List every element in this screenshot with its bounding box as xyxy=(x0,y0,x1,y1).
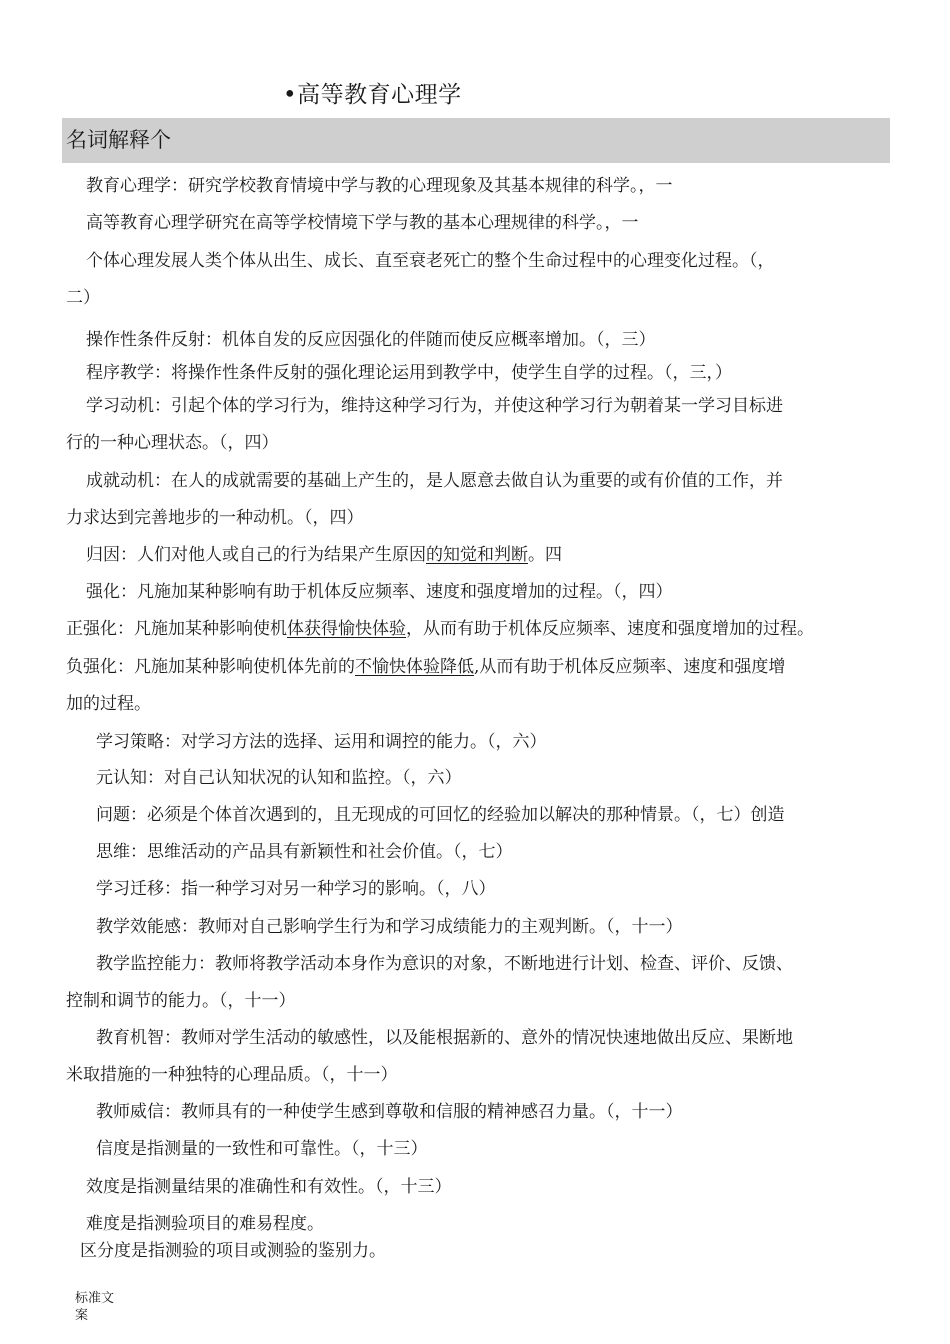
definition-line: 区分度是指测验的项目或测验的鉴别力。 xyxy=(80,1241,386,1261)
definition-line: 难度是指测验项目的难易程度。 xyxy=(86,1214,324,1234)
definition-line: 教育机智：教师对学生活动的敏感性，以及能根据新的、意外的情况快速地做出反应、果断地 xyxy=(96,1028,793,1048)
definition-line: 学习迁移：指一种学习对另一种学习的影响。（，八） xyxy=(96,879,496,899)
line-segment: 。四 xyxy=(528,545,562,565)
definition-line: 个体心理发展人类个体从出生、成长、直至衰老死亡的整个生命过程中的心理变化过程。（， xyxy=(86,251,775,271)
definition-line: 教育心理学：研究学校教育情境中学与教的心理现象及其基本规律的科学。，一 xyxy=(86,176,673,196)
definition-line: 力求达到完善地步的一种动机。（，四） xyxy=(66,508,364,528)
underlined-phrase: 体获得愉快体验 xyxy=(287,619,406,639)
definition-line xyxy=(66,656,785,678)
definition-line: 操作性条件反射：机体自发的反应因强化的伴随而使反应概率增加。（，三） xyxy=(86,330,656,350)
underlined-phrase: 的知觉和判断 xyxy=(426,545,528,565)
line-segment: 归因：人们对他人或自己的行为结果产生原因 xyxy=(86,545,426,565)
line-segment: 正强化：凡施加某种影响使机 xyxy=(66,619,287,639)
definition-line: 教学监控能力：教师将教学活动本身作为意识的对象，不断地进行计划、检查、评价、反馈、 xyxy=(96,954,793,974)
document-title: •高等教育心理学 xyxy=(283,82,462,108)
line-segment: ，从而有助于机体反应频率、速度和强度增加的过程。 xyxy=(406,619,814,639)
section-header: 名词解释个 xyxy=(62,118,890,163)
definition-line: 加的过程。 xyxy=(66,694,151,714)
page-footer: 标准文案 xyxy=(75,1291,115,1323)
definition-line: 成就动机：在人的成就需要的基础上产生的，是人愿意去做自认为重要的或有价值的工作，并 xyxy=(86,471,783,491)
definition-line: 效度是指测量结果的准确性和有效性。（，十三） xyxy=(86,1177,452,1197)
definition-line: 信度是指测量的一致性和可靠性。（，十三） xyxy=(96,1139,428,1159)
definition-line: 程序教学：将操作性条件反射的强化理论运用到教学中，使学生自学的过程。（，三，） xyxy=(86,363,732,383)
definition-line: 学习策略：对学习方法的选择、运用和调控的能力。（，六） xyxy=(96,732,547,752)
definition-line: 教师威信：教师具有的一种使学生感到尊敬和信服的精神感召力量。（，十一） xyxy=(96,1102,683,1122)
line-segment: ,从而有助于机体反应频率、速度和强度增 xyxy=(474,657,786,677)
definition-line: 教学效能感：教师对自己影响学生行为和学习成绩能力的主观判断。（，十一） xyxy=(96,917,683,937)
underlined-phrase: 不愉快体验降低 xyxy=(355,657,474,677)
definition-line: 米取措施的一种独特的心理品质。（，十一） xyxy=(66,1065,398,1085)
definition-line: 控制和调节的能力。（，十一） xyxy=(66,991,296,1011)
line-segment: 负强化：凡施加某种影响使机体先前的 xyxy=(66,657,355,677)
definition-line xyxy=(86,544,562,566)
definition-line: 学习动机：引起个体的学习行为，维持这种学习行为，并使这种学习行为朝着某一学习目标进 xyxy=(86,396,783,416)
definition-line: 思维：思维活动的产品具有新颖性和社会价值。（，七） xyxy=(96,842,513,862)
definition-line: 问题：必须是个体首次遇到的，且无现成的可回忆的经验加以解决的那种情景。（，七）创造 xyxy=(96,805,785,825)
definition-line: 强化：凡施加某种影响有助于机体反应频率、速度和强度增加的过程。（，四） xyxy=(86,582,673,602)
definition-line: 元认知：对自己认知状况的认知和监控。（，六） xyxy=(96,768,462,788)
definition-line xyxy=(66,618,814,640)
definition-line: 行的一种心理状态。（，四） xyxy=(66,433,279,453)
definition-line: 二） xyxy=(66,288,100,308)
definition-line: 高等教育心理学研究在高等学校情境下学与教的基本心理规律的科学。，一 xyxy=(86,213,639,233)
